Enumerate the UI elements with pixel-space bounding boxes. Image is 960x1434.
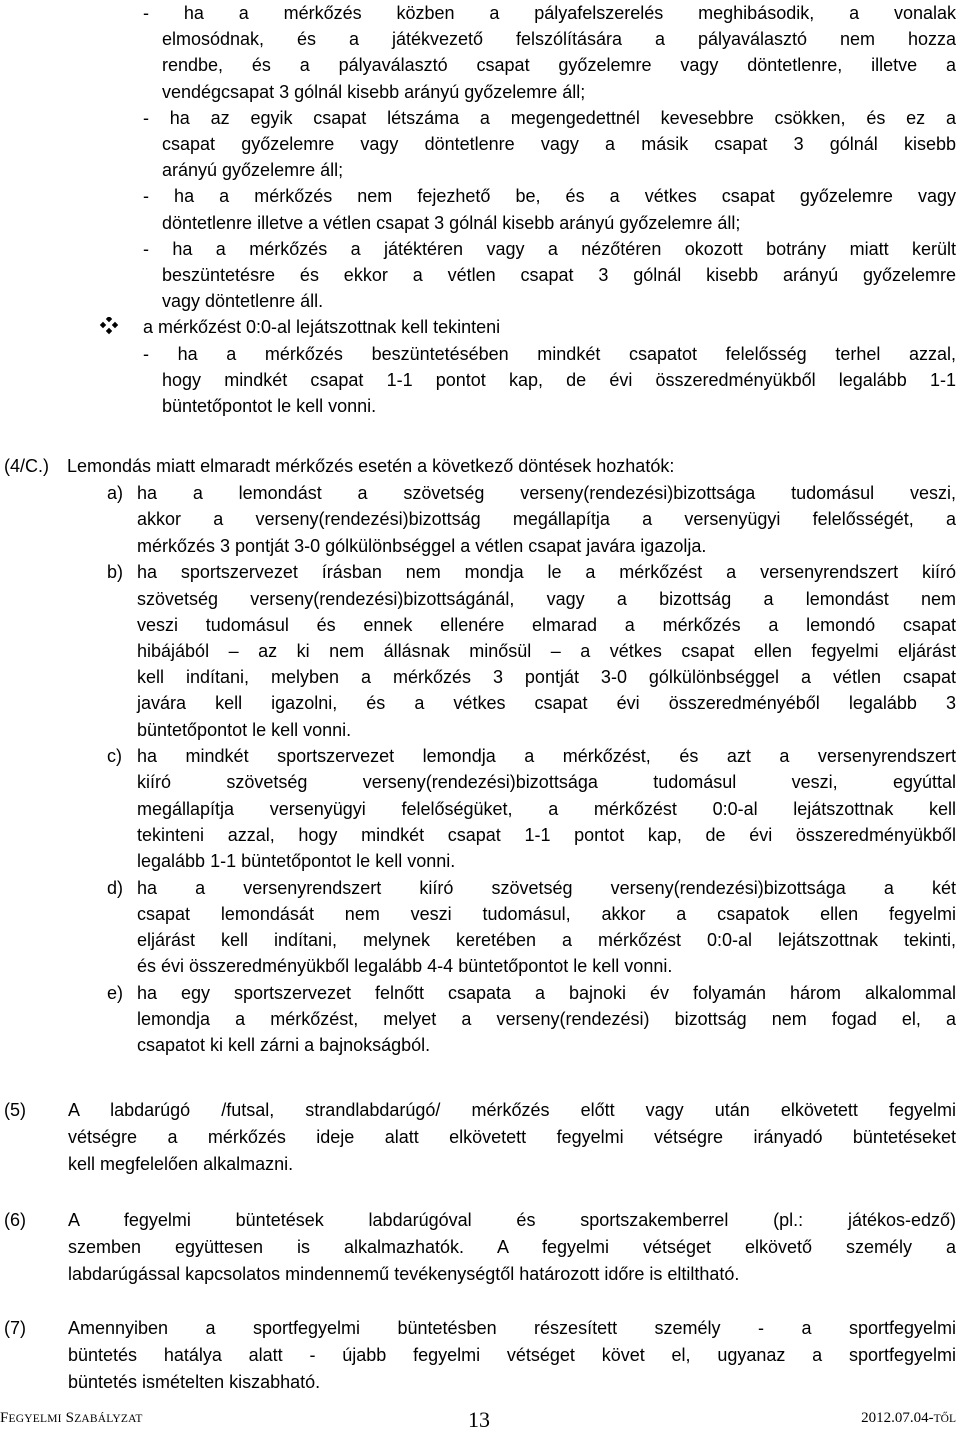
item-label: a) — [107, 483, 124, 504]
section-number: (7) — [4, 1318, 26, 1338]
item-line: eljárást kell indítani, melynek keretében a mérkőzést 0:0-al lejátszottnak tekinti, — [137, 930, 956, 951]
item-line: és évi összeredményükből legalább 4-4 büntetőpontot le kell vonni. — [137, 956, 673, 977]
intro-list-line: - ha a mérkőzés nem fejezhető be, és a vétkes csapat győzelemre vagy — [143, 186, 956, 207]
bullet-sub-line: hogy mindkét csapat 1-1 pontot kap, de évi összeredményükből legalább 1-1 — [162, 369, 956, 390]
section-heading: Lemondás miatt elmaradt mérkőzés esetén a következő döntések hozhatók: — [67, 456, 675, 476]
item-line: csapatot ki kell zárni a bajnokságból. — [137, 1035, 431, 1056]
intro-list-line: - ha az egyik csapat létszáma a megengedettnél kevesebbre csökken, és ez a — [143, 107, 956, 128]
bullet-sub-line: - ha a mérkőzés beszüntetésében mindkét csapatot felelősség terhel azzal, — [143, 343, 956, 364]
intro-list-line: - ha a mérkőzés közben a pályafelszerelés meghibásodik, a vonalak — [143, 3, 956, 23]
item-label: d) — [107, 877, 124, 898]
item-label: e) — [107, 983, 124, 1003]
bullet-sub-line: büntetőpontot le kell vonni. — [162, 396, 377, 416]
item-line: kell indítani, melyben a mérkőzés 3 pontját 3-0 gólkülönbséggel a vétlen csapat — [137, 667, 956, 688]
section-number: (6) — [4, 1210, 26, 1230]
item-line: lemondja a mérkőzést, melyet a verseny(rendezési) bizottság nem fogad el, a — [137, 1009, 956, 1030]
section-number: (4/C.) — [4, 456, 49, 476]
section-paragraph-line: vétségre a mérkőzés ideje alatt elkövetett fegyelmi vétségre irányadó büntetéseket — [68, 1127, 956, 1147]
intro-list-line: elmosódnak, és a játékvezető felszólítására a pályaválasztó nem hozza — [162, 29, 956, 50]
intro-list-line: vagy döntetlenre áll. — [162, 291, 324, 312]
item-line: ha a lemondást a szövetség verseny(rendezési)bizottsága tudomásul veszi, — [137, 483, 956, 504]
item-line: legalább 1-1 büntetőpontot le kell vonni. — [137, 851, 456, 871]
intro-list-line: döntetlenre illetve a vétlen csapat 3 gólnál kisebb arányú győzelemre áll; — [162, 212, 741, 233]
bullet-heading: a mérkőzést 0:0-al lejátszottnak kell tekinteni — [143, 317, 501, 338]
footer-date: 2012.07.04-TŐL — [861, 1410, 956, 1426]
item-line: büntetőpontot le kell vonni. — [137, 719, 352, 740]
section-paragraph-line: Amennyiben a sportfegyelmi büntetésben részesített személy - a sportfegyelmi — [68, 1318, 956, 1338]
item-label: c) — [107, 746, 122, 767]
section-paragraph-line: A fegyelmi büntetések labdarúgóval és sportszakemberrel (pl.: játékos-edző) — [68, 1210, 956, 1230]
section-paragraph-line: szemben együttesen is alkalmazhatók. A fegyelmi vétséget elkövető személy a — [68, 1237, 956, 1257]
intro-list-line: rendbe, és a pályaválasztó csapat győzelemre vagy döntetlenre, illetve a — [162, 55, 956, 76]
item-line: kiíró szövetség verseny(rendezési)bizottsága tudomásul veszi, egyúttal — [137, 772, 956, 793]
intro-list-line: vendégcsapat 3 gólnál kisebb arányú győzelemre áll; — [162, 81, 586, 102]
item-line: ha a versenyrendszert kiíró szövetség verseny(rendezési)bizottsága a két — [137, 877, 956, 898]
section-paragraph-line: büntetés hatálya alatt - újabb fegyelmi vétséget követ el, ugyanaz a sportfegyelmi — [68, 1345, 956, 1365]
item-line: javára kell igazolni, és a vétkes csapat évi összeredményéből legalább 3 — [137, 693, 956, 714]
footer-document-title: FEGYELMI SZABÁLYZAT — [0, 1410, 143, 1426]
section-paragraph-line: A labdarúgó /futsal, strandlabdarúgó/ mérkőzés előtt vagy után elkövetett fegyelmi — [68, 1100, 956, 1120]
section-paragraph-line: kell megfelelően alkalmazni. — [68, 1154, 294, 1174]
item-line: akkor a verseny(rendezési)bizottság megállapítja a versenyügyi felelősségét, a — [137, 509, 956, 530]
diamond-bullet-icon — [99, 317, 119, 337]
item-line: mérkőzés 3 pontját 3-0 gólkülönbséggel a vétlen csapat javára igazolja. — [137, 535, 707, 556]
item-line: veszi tudomásul és ennek ellenére elmarad a mérkőzés a lemondó csapat — [137, 614, 956, 635]
item-line: megállapítja versenyügyi felelőségüket, a mérkőzést 0:0-al lejátszottnak kell — [137, 798, 956, 819]
item-line: hibájából – az ki nem állásnak minősül – a vétkes csapat ellen fegyelmi eljárást — [137, 640, 956, 661]
item-line: szövetség verseny(rendezési)bizottságánál, vagy a bizottság a lemondást nem — [137, 588, 956, 609]
section-paragraph-line: labdarúgással kapcsolatos mindennemű tevékenységtől határozott időre is eltiltható. — [68, 1264, 740, 1284]
item-line: ha mindkét sportszervezet lemondja a mérkőzést, és azt a versenyrendszert — [137, 746, 956, 767]
intro-list-line: arányú győzelemre áll; — [162, 160, 344, 181]
intro-list-line: - ha a mérkőzés a játéktéren vagy a nézőtéren okozott botrány miatt került — [143, 238, 956, 259]
footer-page-number: 13 — [468, 1407, 490, 1432]
item-line: ha sportszervezet írásban nem mondja le a mérkőzést a versenyrendszert kiíró — [137, 562, 956, 583]
item-line: ha egy sportszervezet felnőtt csapata a bajnoki év folyamán három alkalommal — [137, 983, 956, 1003]
intro-list-line: csapat győzelemre vagy döntetlenre vagy a másik csapat 3 gólnál kisebb — [162, 134, 956, 154]
item-line: csapat lemondását nem veszi tudomásul, akkor a csapatok ellen fegyelmi — [137, 903, 956, 924]
item-line: tekinteni azzal, hogy mindkét csapat 1-1 pontot kap, de évi összeredményükből — [137, 824, 956, 845]
intro-list-line: beszüntetésre és ekkor a vétlen csapat 3 gólnál kisebb arányú győzelemre — [162, 265, 956, 285]
section-paragraph-line: büntetés ismételten kiszabható. — [68, 1372, 321, 1392]
section-number: (5) — [4, 1100, 26, 1120]
item-label: b) — [107, 562, 124, 583]
